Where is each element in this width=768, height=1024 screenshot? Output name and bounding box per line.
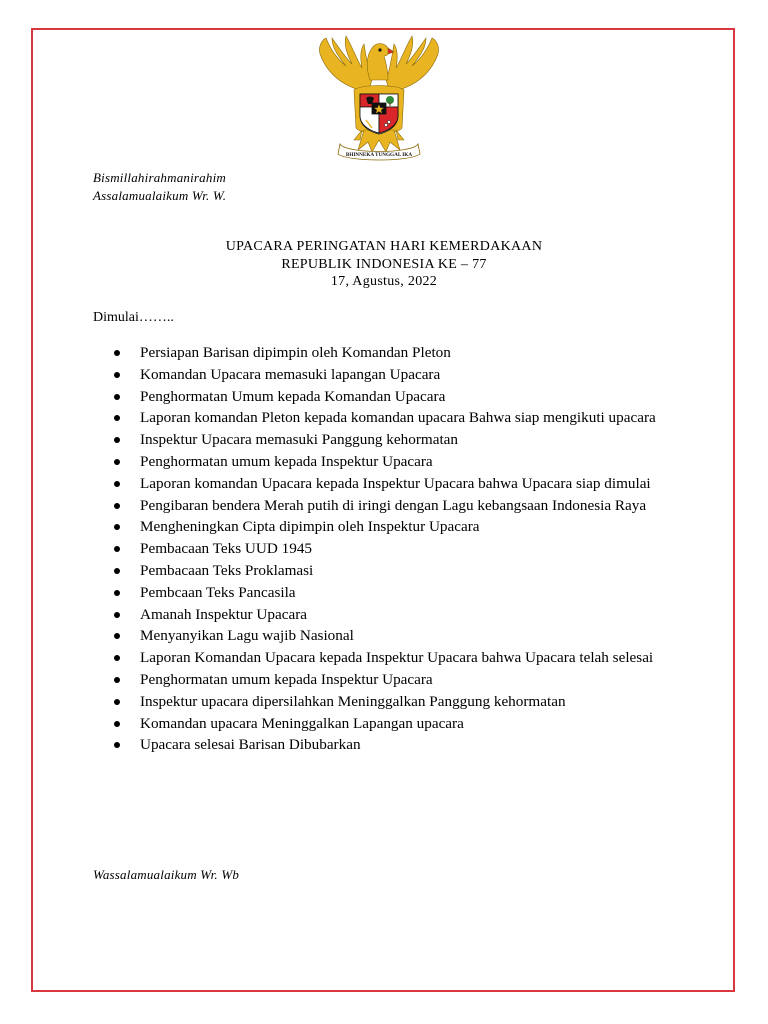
closing-greeting: Wassalamualaikum Wr. Wb (93, 867, 240, 882)
list-item (92, 388, 692, 407)
bullet-icon (114, 437, 120, 443)
motto-text: BHINNEKA TUNGGAL IKA (345, 152, 413, 158)
garuda-pancasila-emblem-icon (306, 32, 452, 164)
list-item (92, 475, 692, 494)
agenda-list (92, 344, 692, 758)
bullet-icon (114, 503, 120, 509)
list-item (92, 736, 692, 755)
list-item-text: Komandan Upacara memasuki lapangan Upacara (140, 365, 441, 383)
list-item-text: Inspektur Upacara memasuki Panggung kehormatan (140, 431, 458, 449)
list-item-text: Pembacaan Teks UUD 1945 (140, 540, 313, 558)
list-item (92, 606, 692, 625)
list-item (92, 693, 692, 712)
list-item-text: Mengheningkan Cipta dipimpin oleh Inspektur Upacara (140, 518, 480, 536)
list-item-text: Upacara selesai Barisan Dibubarkan (140, 736, 361, 754)
bullet-icon (114, 350, 120, 356)
list-item (92, 431, 692, 450)
list-item (92, 409, 692, 428)
bullet-icon (114, 372, 120, 378)
bullet-icon (114, 721, 120, 727)
list-item-text: Laporan komandan Upacara kepada Inspektur Upacara bahwa Upacara siap dimulai (140, 474, 651, 492)
list-item-text: Pembcaan Teks Pancasila (140, 583, 296, 601)
list-item-text: Laporan komandan Pleton kepada komandan upacara Bahwa siap mengikuti upacara (140, 409, 656, 427)
bullet-icon (114, 633, 120, 639)
list-item (92, 497, 692, 516)
bullet-icon (114, 394, 120, 400)
list-item-text: Pengibaran bendera Merah putih di iringi dengan Lagu kebangsaan Indonesia Raya (140, 496, 647, 514)
list-item (92, 366, 692, 385)
list-item-text: Laporan Komandan Upacara kepada Inspektur Upacara bahwa Upacara telah selesai (140, 649, 654, 667)
bullet-icon (114, 524, 120, 530)
bullet-icon (114, 415, 120, 421)
list-item (92, 649, 692, 668)
list-item-text: Inspektur upacara dipersilahkan Meninggalkan Panggung kehormatan (140, 692, 566, 710)
list-item (92, 671, 692, 690)
list-item (92, 627, 692, 646)
list-item-text: Amanah Inspektur Upacara (140, 605, 307, 623)
list-item (92, 453, 692, 472)
list-item-text: Penghormatan umum kepada Inspektur Upacara (140, 670, 433, 688)
document-date: 17, Agustus, 2022 (330, 274, 438, 289)
intro-text: Dimulai…….. (93, 310, 174, 325)
list-item (92, 540, 692, 559)
list-item-text: Penghormatan umum kepada Inspektur Upacara (140, 452, 433, 470)
list-item (92, 518, 692, 537)
salutation: Assalamualaikum Wr. W. (93, 188, 227, 203)
bullet-icon (114, 699, 120, 705)
bullet-icon (114, 742, 120, 748)
bullet-icon (114, 590, 120, 596)
document-title: UPACARA PERINGATAN HARI KEMERDAKAAN (225, 239, 543, 254)
list-item-text: Menyanyikan Lagu wajib Nasional (140, 627, 354, 645)
document-subtitle: REPUBLIK INDONESIA KE – 77 (281, 257, 487, 272)
list-item-text: Pembacaan Teks Proklamasi (140, 561, 314, 579)
bullet-icon (114, 546, 120, 552)
list-item (92, 715, 692, 734)
bullet-icon (114, 481, 120, 487)
list-item (92, 584, 692, 603)
list-item (92, 344, 692, 363)
list-item-text: Penghormatan Umum kepada Komandan Upacara (140, 387, 446, 405)
list-item-text: Persiapan Barisan dipimpin oleh Komandan Pleton (140, 344, 451, 361)
opening-greeting: Bismillahirahmanirahim (93, 170, 226, 185)
list-item-text: Komandan upacara Meninggalkan Lapangan upacara (140, 714, 464, 732)
bullet-icon (114, 612, 120, 618)
bullet-icon (114, 677, 120, 683)
list-item (92, 562, 692, 581)
bullet-icon (114, 655, 120, 661)
bullet-icon (114, 568, 120, 574)
bullet-icon (114, 459, 120, 465)
